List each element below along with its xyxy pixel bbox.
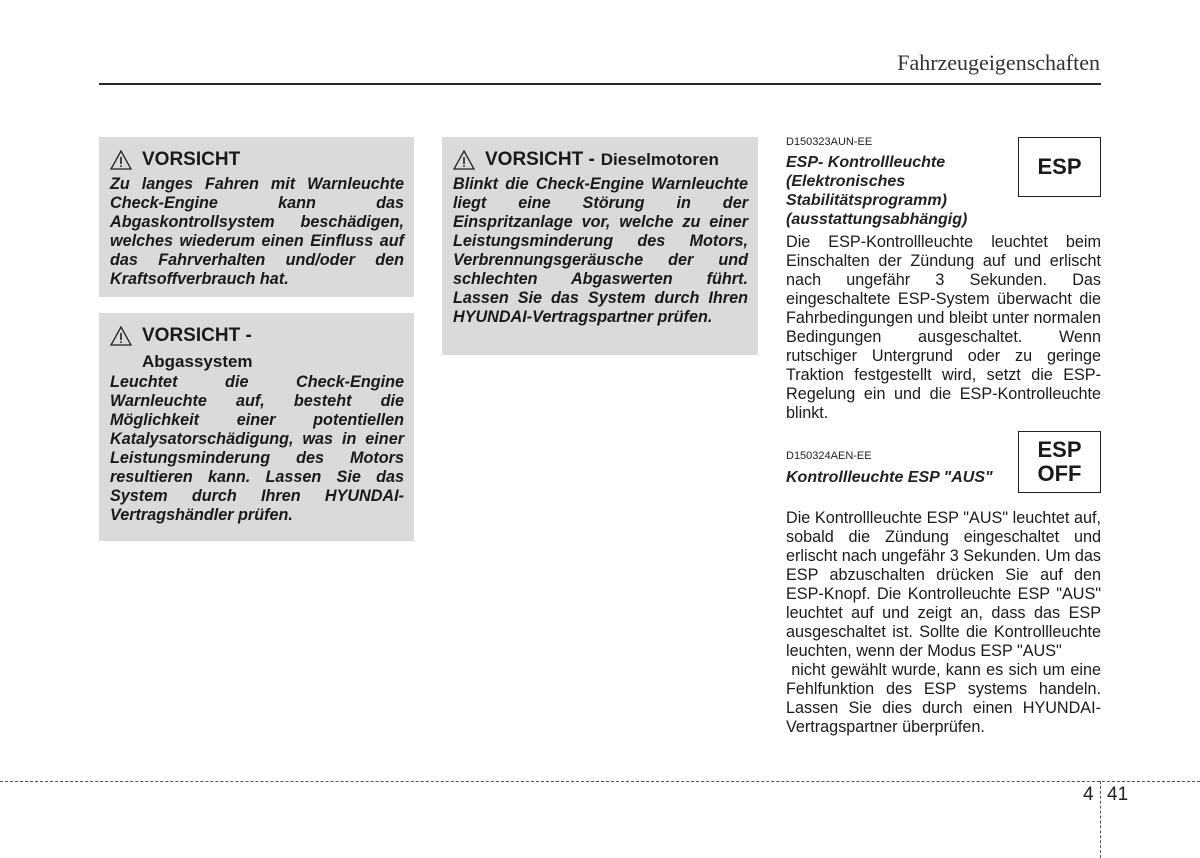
section-code: D150323AUN-EE <box>786 136 873 148</box>
page-number: 41 <box>1107 784 1129 805</box>
esp-off-paragraph: nicht gewählt wurde, kann es sich um eine Fehlfunktion des ESP systems handeln. Lassen Sie dies durch einen HYUNDAI-Vertragspartner überprüfen. <box>786 661 1106 736</box>
caution-text: Zu langes Fahren mit Warnleuchte Check-Engine kann das Abgaskontrollsystem beschädigen, welches wiederum einen Einfluss auf das Fahrverhalten und/oder den Kraftsoffverbrauch hat. <box>110 175 404 288</box>
esp-section-title <box>786 153 1006 229</box>
esp-title-line: (ausstattungsabhängig) <box>786 211 968 228</box>
caution-box-diesel <box>442 137 758 355</box>
caution-subtitle: Dieselmotoren <box>600 150 719 169</box>
esp-off-indicator-icon <box>1018 431 1101 493</box>
esp-title-line: (Elektronisches <box>786 173 906 190</box>
footer-dashed-divider <box>1100 781 1101 858</box>
caution-title: VORSICHT - <box>142 325 252 346</box>
chapter-number: 4 <box>1083 784 1094 805</box>
page-header-title: Fahrzeugeigenschaften <box>897 50 1100 75</box>
caution-heading <box>453 149 748 171</box>
caution-heading <box>110 325 404 347</box>
caution-heading <box>110 149 404 171</box>
esp-off-paragraph: Die Kontrollleuchte ESP "AUS" leuchtet auf, sobald die Zündung eingeschaltet und erlischt nach ungefähr 3 Sekunden. Um das ESP abzuschalten drücken Sie auf den ESP-Knopf. Die Kontrolleuchte ESP "AUS" leuchtet auf und zeigt an, dass das ESP ausgeschaltet ist. Sollte die Kontrollleuchte leuchten, wenn der Modus ESP "AUS" <box>786 509 1101 660</box>
esp-title-line: ESP- Kontrollleuchte <box>786 154 946 171</box>
caution-subtitle: Abgassystem <box>142 352 253 371</box>
caution-title: VORSICHT <box>142 149 241 170</box>
warning-triangle-icon <box>110 326 132 346</box>
caution-box-exhaust <box>99 313 414 541</box>
caution-box-check-engine <box>99 137 414 297</box>
esp-off-section-title: Kontrollleuchte ESP "AUS" <box>786 469 993 486</box>
warning-triangle-icon <box>110 150 132 170</box>
section-code: D150324AEN-EE <box>786 450 872 462</box>
caution-text: Leuchtet die Check-Engine Warnleuchte auf, besteht die Möglichkeit einer potentiellen Katalysatorschädigung, was in einer Leistungsminderung des Motors resultieren kann. Lassen Sie das System durch Ihren HYUNDAI-Vertragshändler prüfen. <box>110 373 404 524</box>
esp-description: Die ESP-Kontrollleuchte leuchtet beim Einschalten der Zündung auf und erlischt nach ungefähr 3 Sekunden. Das eingeschaltete ESP-System überwacht die Fahrbedingungen und bleibt unter normalen Bedingungen ausgeschaltet. Wenn rutschiger Untergrund oder zu geringe Traktion festgestellt wird, setzt die ESP-Regelung ein und die ESP-Kontrolleuchte blinkt. <box>786 233 1101 422</box>
caution-title: VORSICHT - <box>485 149 595 170</box>
esp-off-description <box>786 509 1106 737</box>
footer-dashed-rule <box>0 781 1200 782</box>
esp-icon-label: ESP <box>1037 154 1082 179</box>
esp-off-icon-line2: OFF <box>1037 461 1082 486</box>
esp-off-icon-line1: ESP <box>1037 437 1082 462</box>
caution-text: Blinkt die Check-Engine Warnleuchte liegt eine Störung in der Einspritzanlage vor, welche zu einer Leistungsminderung des Motors, Verbrennungsgeräusche der und schlechten Abgaswerten führt. Lassen Sie das System durch Ihren HYUNDAI-Vertragspartner prüfen. <box>453 175 748 326</box>
header-rule <box>99 83 1101 85</box>
warning-triangle-icon <box>453 150 475 170</box>
esp-indicator-icon <box>1018 137 1101 197</box>
esp-title-line: Stabilitätsprogramm) <box>786 192 947 209</box>
